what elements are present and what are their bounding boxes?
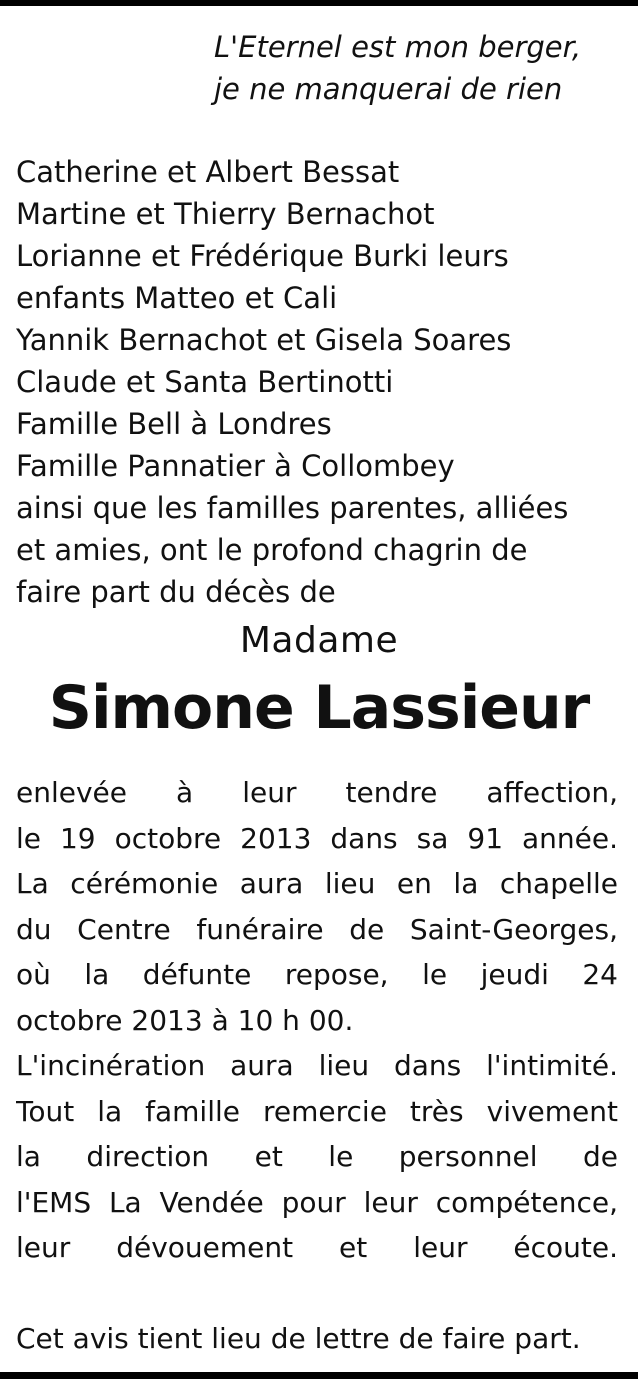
family-line: Martine et Thierry Bernachot	[16, 197, 435, 231]
body-line: octobre 2013 à 10 h 00.	[16, 1003, 354, 1037]
body-line: le 19 octobre 2013 dans sa 91 année.	[16, 821, 618, 855]
family-line: faire part du décès de	[16, 575, 336, 609]
family-line: Claude et Santa Bertinotti	[16, 365, 394, 399]
family-line: et amies, ont le profond chagrin de	[16, 533, 528, 567]
deceased-name: Simone Lassieur	[48, 673, 590, 743]
family-line: Famille Bell à Londres	[16, 407, 332, 441]
epigraph	[214, 26, 581, 110]
body-line: l'EMS La Vendée pour leur compétence,	[16, 1185, 618, 1219]
family-line: Catherine et Albert Bessat	[16, 155, 400, 189]
family-line: Lorianne et Frédérique Burki leurs	[16, 239, 509, 273]
closing-note: Cet avis tient lieu de lettre de faire part.	[16, 1322, 581, 1355]
family-line: ainsi que les familles parentes, alliées	[16, 491, 569, 525]
body-line: Tout la famille remercie très vivement	[16, 1094, 618, 1128]
body-line: du Centre funéraire de Saint-Georges,	[16, 912, 618, 946]
deceased-title: Madame	[239, 620, 399, 661]
body-line: L'incinération aura lieu dans l'intimité.	[16, 1049, 618, 1082]
epigraph-line: L'Eternel est mon berger,	[214, 30, 582, 64]
announcement-body	[16, 770, 618, 1271]
body-line: la direction et le personnel de	[16, 1140, 618, 1173]
body-line: leur dévouement et leur écoute.	[16, 1231, 618, 1264]
family-line: Famille Pannatier à Collombey	[16, 449, 455, 483]
bottom-rule	[0, 1372, 638, 1379]
body-line: enlevée à leur tendre affection,	[16, 776, 618, 809]
body-line: où la défunte repose, le jeudi 24	[16, 958, 618, 991]
family-line: Yannik Bernachot et Gisela Soares	[16, 323, 512, 357]
epigraph-line: je ne manquerai de rien	[214, 72, 563, 106]
family-list	[16, 151, 626, 613]
family-line: enfants Matteo et Cali	[16, 281, 338, 315]
body-line: La cérémonie aura lieu en la chapelle	[16, 867, 618, 900]
top-rule	[0, 0, 638, 6]
